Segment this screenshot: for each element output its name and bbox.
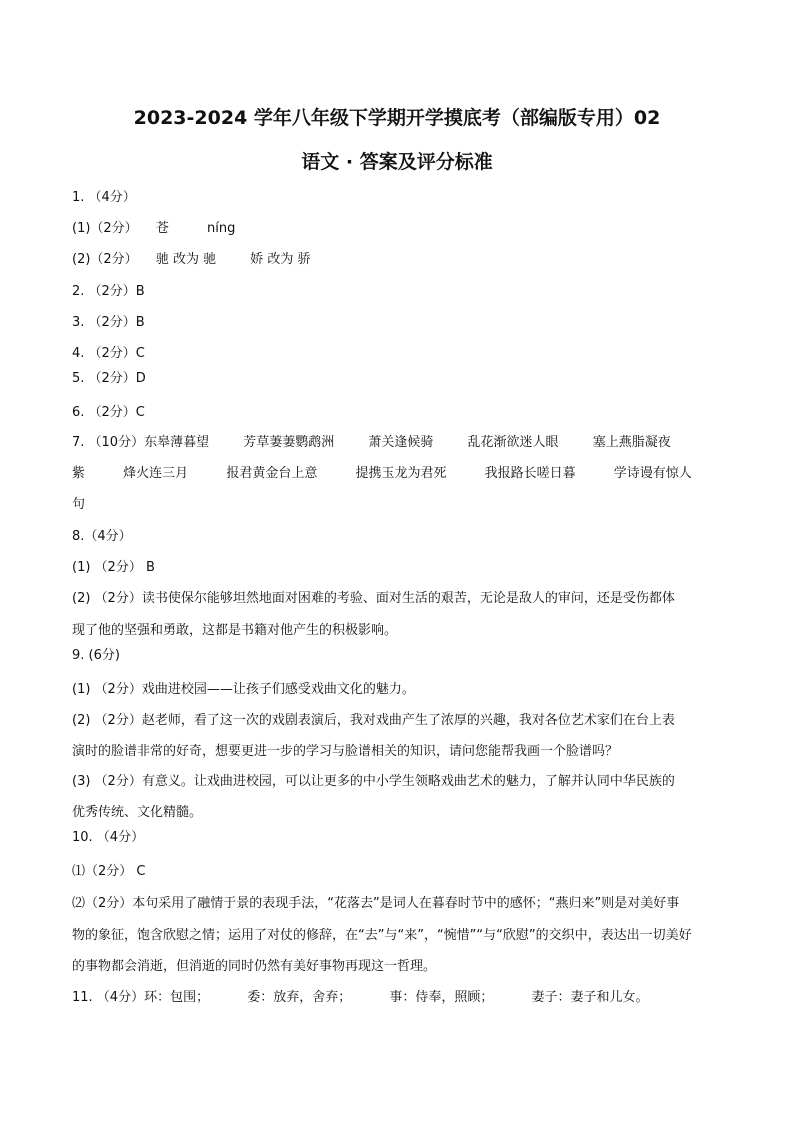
page-subtitle: 语文 · 答案及评分标准	[301, 151, 493, 173]
q11-item: 事：侍奉，照顾；	[389, 990, 494, 1005]
q7-item: 烽火连三月	[123, 466, 189, 481]
q1-part2	[72, 248, 311, 267]
q3-answer: 3. （2分）B	[72, 315, 145, 330]
q10-part2-line: 物的象征，饱含欣慰之情；运用了对仗的修辞，在“去”与“来”，“惋惜”“与“欣慰”的交织中，表达出一切美好	[72, 928, 692, 943]
q7-item: 学诗谩有惊人	[613, 466, 692, 481]
q6-answer: 6. （2分）C	[72, 405, 145, 420]
q11-item: 委：放弃，舍弃；	[247, 990, 352, 1005]
q9-head: 9. (6分)	[72, 648, 120, 663]
q9-part3-line: 优秀传统、文化精髓。	[72, 805, 203, 820]
q1-part2-answer-a: 驰 改为 驰	[155, 252, 217, 267]
q9-part2-line: (2) （2分）赵老师，看了这一次的戏剧表演后，我对戏曲产生了浓厚的兴趣，我对各位艺术家们在台上表	[72, 713, 675, 728]
q10-part2-line: ⑵（2分）本句采用了融情于景的表现手法，“花落去”是词人在暮春时节中的感怀；“燕归来”则是对美好事	[72, 896, 680, 911]
q7-item: 提携玉龙为君死	[355, 466, 447, 481]
q7-item: 塞上燕脂凝夜	[592, 435, 671, 450]
q1-part2-answer-b: 娇 改为 骄	[250, 252, 311, 267]
q9-part3-line: (3) （2分）有意义。让戏曲进校园，可以让更多的中小学生领略戏曲艺术的魅力，了解并认同中华民族的	[72, 774, 675, 789]
q11-item: 11. （4分）环：包围；	[72, 990, 210, 1005]
q11-answer	[72, 986, 649, 1005]
q9-part2-line: 演时的脸谱非常的好奇，想要更进一步的学习与脸谱相关的知识，请问您能帮我画一个脸谱吗？	[72, 744, 619, 759]
q7-item: 紫	[72, 466, 86, 481]
page-title: 2023-2024 学年八年级下学期开学摸底考（部编版专用）02	[133, 107, 661, 129]
q4-answer: 4. （2分）C	[72, 346, 145, 361]
q7-item: 芳草萋萋鹦鹉洲	[243, 435, 335, 450]
q9-part1: (1) （2分）戏曲进校园——让孩子们感受戏曲文化的魅力。	[72, 682, 415, 697]
q1-part1	[72, 217, 235, 236]
q10-head: 10. （4分）	[72, 830, 145, 845]
q5-answer: 5. （2分）D	[72, 371, 146, 386]
q7-item: 报君黄金台上意	[226, 466, 318, 481]
q7-item: 7. （10分）东皋薄暮望	[72, 435, 210, 450]
q7-item: 我报路长嗟日暮	[484, 466, 576, 481]
q1-part2-label: (2)（2分）	[72, 252, 138, 267]
q1-head: 1. （4分）	[72, 190, 136, 205]
q11-item: 妻子：妻子和儿女。	[531, 990, 649, 1005]
q10-part1: ⑴（2分） C	[72, 864, 146, 879]
q8-part1: (1) （2分） B	[72, 560, 155, 575]
q8-part2-line: 现了他的坚强和勇敢，这都是书籍对他产生的积极影响。	[72, 623, 398, 638]
q7-item: 乱花渐欲迷人眼	[467, 435, 559, 450]
q8-part2-line: (2) （2分）读书使保尔能够坦然地面对困难的考验、面对生活的艰苦，无论是敌人的审问，还是受伤都体	[72, 591, 675, 606]
q7-row	[72, 431, 671, 450]
q7-row	[72, 462, 692, 481]
q10-part2-line: 的事物都会消逝，但消逝的同时仍然有美好事物再现这一哲理。	[72, 959, 437, 974]
q1-part1-answer-a: 苍	[155, 221, 169, 236]
q7-item: 萧关逢候骑	[368, 435, 434, 450]
q2-answer: 2. （2分）B	[72, 284, 145, 299]
q1-part1-answer-b: níng	[206, 221, 236, 236]
q7-row: 句	[72, 497, 86, 512]
q1-part1-label: (1)（2分）	[72, 221, 138, 236]
q8-head: 8.（4分）	[72, 529, 132, 544]
